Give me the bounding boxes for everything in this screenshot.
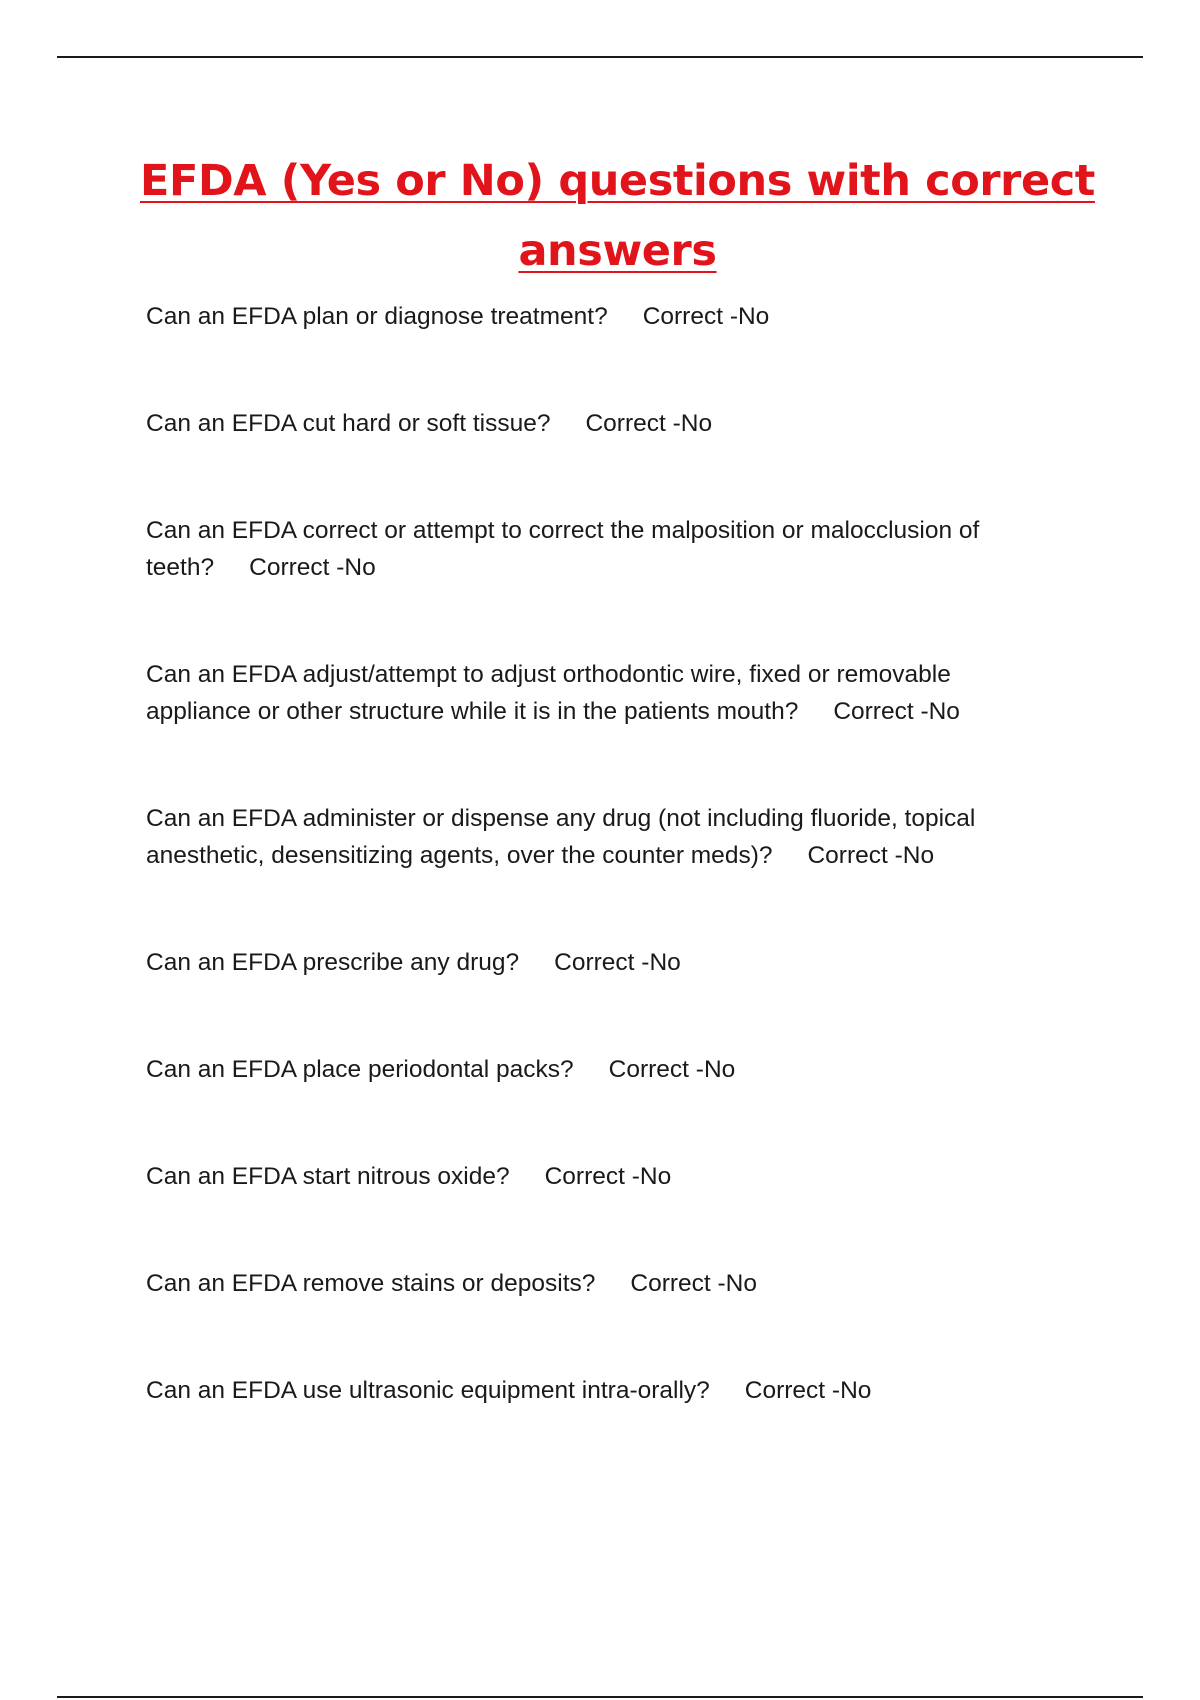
answer-text: Correct -No (544, 1163, 672, 1190)
qa-item (146, 298, 1046, 335)
answer-text: Correct -No (807, 842, 935, 869)
answer-text: Correct -No (554, 949, 681, 976)
question-text: Can an EFDA remove stains or deposits? (146, 1270, 596, 1297)
question-text: Can an EFDA place periodontal packs? (146, 1056, 574, 1083)
qa-list (146, 298, 1046, 1479)
bottom-rule (57, 1696, 1143, 1698)
question-text: Can an EFDA plan or diagnose treatment? (146, 303, 608, 330)
qa-item (146, 1051, 1046, 1088)
qa-item (146, 656, 1046, 730)
qa-item (146, 800, 1046, 874)
question-text: Can an EFDA cut hard or soft tissue? (146, 410, 551, 437)
qa-item (146, 1158, 1046, 1195)
question-text: Can an EFDA start nitrous oxide? (146, 1163, 510, 1190)
answer-text: Correct -No (642, 303, 770, 330)
answer-text: Correct -No (744, 1377, 872, 1404)
question-text: Can an EFDA correct or attempt to correct the malposition or malocclusion of teeth? (146, 517, 980, 581)
answer-text: Correct -No (630, 1270, 757, 1297)
qa-item (146, 405, 1046, 442)
qa-item (146, 512, 1046, 586)
qa-item (146, 1372, 1046, 1409)
answer-text: Correct -No (833, 698, 960, 725)
question-text: Can an EFDA adjust/attempt to adjust orthodontic wire, fixed or removable appliance or other structure while it is in the patients mouth? (146, 661, 951, 725)
document-title (120, 146, 1115, 286)
answer-text: Correct -No (585, 410, 713, 437)
question-text: Can an EFDA prescribe any drug? (146, 949, 520, 976)
document-title-text: EFDA (Yes or No) questions with correct answers (140, 156, 1095, 276)
qa-item (146, 1265, 1046, 1302)
question-text: Can an EFDA administer or dispense any drug (not including fluoride, topical anesthetic, desensitizing agents, over the counter meds)? (146, 805, 976, 869)
question-text: Can an EFDA use ultrasonic equipment intra-orally? (146, 1377, 710, 1404)
qa-item (146, 944, 1046, 981)
top-rule (57, 56, 1143, 58)
answer-text: Correct -No (608, 1056, 736, 1083)
answer-text: Correct -No (249, 554, 376, 581)
